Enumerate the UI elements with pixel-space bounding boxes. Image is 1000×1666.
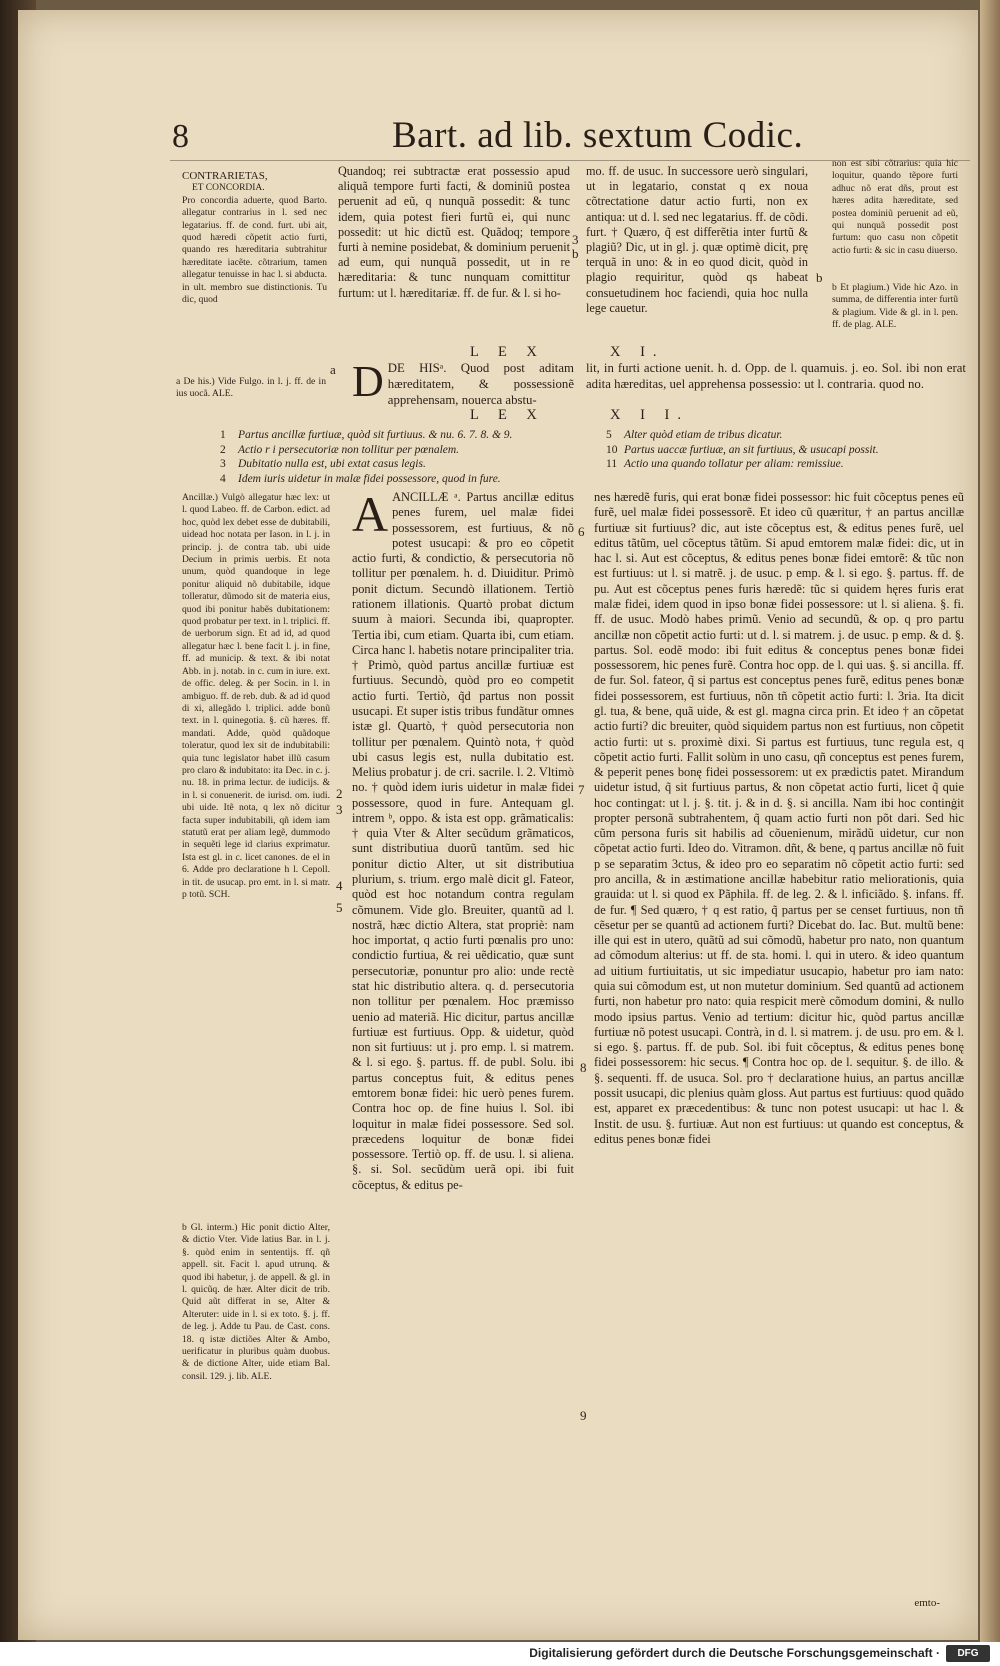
margin-note-concordia: Pro concordia aduerte, quod Barto. allegatur contrarius in l. sed nec legatarius. ff. de cond. furt. ubi ait, quod hæredi cõpetit actio furti, quando res hæreditaria subtrahitur hæreditate iacẽte. cõtrarium, tamen allegatur tenuisse in hac l. si abducta. in ult. membro sue distinctionis. Tu dic, quod <box>182 194 327 306</box>
margin-number: 2 <box>336 786 343 801</box>
summary-item: 2 Actio r i persecutoriæ non tollitur per pœnalem. <box>220 443 460 456</box>
margin-letter: b <box>572 246 579 261</box>
summary-item: 5 Alter quòd etiam de tribus dicatur. <box>606 429 783 441</box>
margin-number: 9 <box>580 1408 587 1423</box>
lex-11-continuation: lit, in furti actione uenit. h. d. Opp. de l. quamuis. j. eo. Sol. ibi non erat adita hæreditas, uel apprehensa possessio: ut l. contraria. quod no. <box>586 361 966 391</box>
running-title: Bart. ad lib. sextum Codic. <box>392 115 804 156</box>
margin-number: 7 <box>578 782 585 797</box>
lex-numeral-12: X I I. <box>610 407 690 423</box>
lex-numeral-11: X I. <box>610 344 665 360</box>
dropcap-d: D <box>352 357 384 406</box>
lex-11-body: ᵃ. Quod post aditam hæreditatem, & possessionẽ apprehensam, nouerca abstu- <box>387 361 574 407</box>
right-margin-plagium: b Et plagium.) Vide hic Azo. in summa, de differentia inter furtũ & plagium. Vide & gl. in l. pen. ff. de plag. ALE. <box>832 282 958 331</box>
dropcap-a: A <box>352 486 389 542</box>
column-2-main: nes hæredẽ furis, qui erat bonæ fidei possessor: hic fuit cõceptus penes eũ furẽ, uel malæ fidei possessorẽ. Et ideo cũ quæritur, † an partus ancillæ furtiuæ sit furtiuus? dic, aut iste cõceptus est, & editus penes furẽ, uel editus tãtũm, uel cõceptus tãtũm. Si apud emtorem malæ fidei: dic, ut in hac l. si. Aut est cõceptus, & editus penes bonæ fidei emtorẽ: & tũc non est furtiuus: ut l. si matrẽ. j. de usuc. p emp. & l. si ego. §. partus. ff. de pu. Aut est cõceptus penes furis hæredẽ: tũc si quidem hęres furis erat malæ fidei, idem quod in ipso bonæ fidei possessore: ut l. si aliena. §. fi. ff. de usuc. Modò habes primũ. Venio ad secundũ, & op. q pro partu ancillæ non cõpetit actio furti: ut d. l. si matrem. j. de usuc. p emp. & d. §. partus. Sol. eodẽ modo: ibi fuit editus & conceptus penes bonæ fidei possessorem, hic penes furẽ. Contra hoc opp. de l. qui uas. §. si ancilla. ff. de fur. Sol. fateor, q̃ si partus est conceptus penes furẽ, editus penes bonæ fidei possessorem, est furtiuus, nõn tñ cõpetit actio furti: l. 3ria. Ita dicit gl. tua, & bene, quã uide, & est gl. magna circa prin. Et ideo † an cõpetat actio furti? dic breuiter, quòd siquidem partus non est furtiuus, non cõpetit actio furti: ut s. proximè dixi. Si partus est furtiuus, tunc regula est, q cõpetit actio furti. Fallit solùm in uno casu, qñ conceptus est penes furem, & peperit penes bonę fidei possessorem: ut ex prædictis patet. Mirandum uidetur istud, q̃ sit furtiuus partus, & non cõpetat actio furti, licet q̃ quie hoc contingat: ut l. j. §. tit. j. & in d. §. si ancilla. Nam ibi hoc continġit propter personã subtrahentem, q̃ quam actio furti non põt dari. Sed hic cũm persona furis sit habilis ad cõuenienum, mirãdũ uidetur, cur non cõpetat actio furti. Ideo do. Vitramon. dñt, & bene, q partus ancillæ nõ fuit p se separatim 3ctus, & ideo pro eo separatim nõ cõpetit actio furti: sed pro ancilla, & in æstimatione ancillæ habebitur ratio meliorationis, quia grauida: ut l. si quod ex Pãphila. ff. de leg. 2. & l. inficiãdo. §. infans. ff. de fur. ¶ Sed quæro, † q est ratio, q̃ partus per se censet furtiuus, non tñ cẽsetur per se quantũ ad actionem furti? Dicebat do. Iac. But. multũ bene: ille qui est in utero, quãtũ ad sui cõmodũ, habetur pro nato, non quantum ad cõmodum alterius: ut ff. de sta. homi. l. qui in utero. & ideo quantum ad uitium furtiuitatis, ut sic impediatur usucapio, habetur pro iam nato: quia sui cõmodum est, ut non mutetur dominium. Sed quantũ ad actionem furti, non habetur pro nato: quia respicit merè cõmodum domini, & nullo modo ipsius partus. Venio ad tertium: dicitur hic, quòd partus ancillæ furtiuæ nõ potest usucapi. Contrà, in d. l. si matrem. j. de usu. pro em. & l. si ego. §. partus. ff. de pub. Sol. ibi fuit cõceptus, & editus penes bonę fidei possessorem: hic secus. ¶ Contra hoc op. de l. sequitur. §. de illo. & §. sequenti. ff. de usuca. Sol. pro † declaratione huius, an partus ancillæ possit usucapi, dic plenius quàm gloss. Aut partus est furtiuus: quod quãdo est, apparet ex præcedentibus: & tunc non potest usucapi: ut hac l. & Instit. de usu. §. furtiuæ. Aut non est furtiuus: ut quando est conceptus, & editus penes bonæ fidei <box>594 490 964 1146</box>
margin-number: 3 <box>336 802 343 817</box>
lex-11-text <box>352 357 574 408</box>
summaries-left <box>220 428 590 486</box>
dfg-logo-icon: DFG <box>946 1645 990 1662</box>
summary-item: 3 Dubitatio nulla est, ubi extat casus legis. <box>220 458 426 471</box>
margin-note-b: b Gl. interm.) Hic ponit dictio Alter, & dictio Vter. Vide latius Bar. in l. j. §. quòd enim in sententijs. ff. qñ appell. sit. Facit l. apud utrunq. & quod ibi habetur, j. de appell. & gl. in l. quicũq. de hær. Alter dicit de trib. Quid aũt differat in se, Alter & Alteruter: uide in l. si ex toto. §. j. ff. de leg. j. Adde tu Pau. de Cast. cons. 18. q istæ dictiões Alter & Ambo, uerificatur in pluribus quàm duobus. & de dictione Alter, uide etiam Bal. consil. 129. j. lib. ALE. <box>182 1222 330 1382</box>
margin-number: 5 <box>336 900 343 915</box>
summary-item: 10 Partus uaccæ furtiuæ, an sit furtiuus, & usucapi possit. <box>606 443 879 456</box>
catchword: emto- <box>914 1597 940 1609</box>
margin-number: 8 <box>580 1060 587 1075</box>
margin-number: 4 <box>336 878 343 893</box>
page-edge <box>980 0 1000 1666</box>
margin-letter: b <box>816 270 823 285</box>
margin-heading-1: CONTRARIETAS, <box>182 170 268 182</box>
margin-number: 3 <box>572 232 579 247</box>
column-1-main <box>352 486 574 1193</box>
folio-number: 8 <box>172 118 189 155</box>
summary-item: 1 Partus ancillæ furtiuæ, quòd sit furtiuus. & nu. 6. 7. 8. & 9. <box>220 429 513 441</box>
summaries-right <box>606 428 966 472</box>
lex-11-incipit: DE HIS <box>387 361 440 375</box>
column-1-top: Quandoq; rei subtractæ erat possessio apud aliquã tempore furti facti, & dominiũ postea peruenit ad eũ, q nunquã possedit: & tunc idem, quia potest fieri furtũ ei, qui nunc possedit: ut hic dictũ est. Quãdoq; tempore furti à nemine posidebat, & dominium peruenit ad eum, qui nunquã possedit, ut in re hæreditaria: & tunc nunquam comittitur furtum: ut l. hæreditariæ. ff. de fur. & l. si ho- <box>338 164 570 300</box>
margin-note-ancilla: Ancillæ.) Vulgò allegatur hæc lex: ut l. quod Labeo. ff. de Carbon. edict. ad hoc, quòd lex debet esse de dubitabili, uidead hoc notata per Iason. in l. j. in princip. j. de contra tab. ubi uide Decium in primis uerbis. Et nota unum, quòd quandoque in lege ponitur aliquid nõ dubitabile, idque tolleratur, dũmodo sit de materia eius, quod ibi ponitur habẽs dubitationem: quod probatur per text. in l. triplici. ff. de uerborum sign. Et ad id, ad quod allegatur hæc l. bene facit l. j. in fine, ff. ad municip. & text. & ibi notat Abb. in j. notab. in c. cum in iure. ext. de offic. deleg. & per Socin. in l. in ambiguo. ff. de reb. dub. & ad id quod di xi, allegãdo l. triplici. adde bonũ text. in l. quinegotia. §. cũ hæres. ff. mandati. Adde, quòd quãdoque toleratur, quod lex sit de indubitabili: quia tunc legislator habet illũ casum pro claro & indubitato: ita Dec. in c. j. nu. 18. in prima lectur. de iudicijs. & in l. si conuenerit. de iurisd. om. iudi. ubi uide. Itẽ nota, q lex nõ dicitur facta super indubitabili, qñ idem iam statutũ erat per aliam legẽ, dummodo in sequẽti lege id clarius exprimatur. Ista est gl. in c. licet canones. de el in 6. Adde pro declaratione h l. Cepoll. in tit. de usucap. pro emt. in l. si matr. p totũ. SCH. <box>182 492 330 900</box>
left-margin-top <box>182 170 327 306</box>
column-2-top: mo. ff. de usuc. In successore uerò singulari, ut in legatario, constat q ex noua cõtrectatione datur actio furti, non ex antiqua: ut d. l. sed nec legatarius. ff. de cõdi. furt. † Quæro, q̃ est differẽtia inter furtũ & plagiũ? Dic, ut in gl. j. quæ optimè dicit, prę terquã in uno: & in eo quod dicit, quòd in plagio requiritur, quòd qs habeat consuetudinem hoc faciendi, quia hoc nulla lege cauetur. <box>586 164 808 315</box>
lex-label-2: L E X <box>470 407 545 423</box>
margin-letter: a <box>330 362 336 377</box>
margin-note-a: a De his.) Vide Fulgo. in l. j. ff. de in ius uocã. ALE. <box>176 376 326 400</box>
summary-item: 4 Idem iuris uidetur in malæ fidei possessore, quod in fure. <box>220 472 501 485</box>
footer-funding-text: Digitalisierung gefördert durch die Deutsche Forschungsgemeinschaft · <box>529 1646 940 1660</box>
summary-item: 11 Actio una quando tollatur per aliam: remissiue. <box>606 458 844 471</box>
margin-number: 6 <box>578 524 585 539</box>
column-1-text: ANCILLÆ ᵃ. Partus ancillæ editus penes furem, uel malæ fidei possessorem, est furtiuus, & nõ potest usucapi: & pro eo cõpetit actio furti, & condictio, & persecutoria nõ tollitur per pœnalem. h. d. Diuiditur. Primò ponit dictum. Secundò illationem. Tertiò rationem illationis. Quartò probat dictum suum à maiori. Secunda ibi, quapropter. Tertia ibi, cum etiam. Quarta ibi, cum etiam. Circa hanc l. habetis notare principaliter tria. † Primò, quòd partus ancillæ furtiuæ est furtiuus. Secundò, quòd pro eo competit actio furti. Tertiò, q̃d partus non possit usucapi. Et super istis tribus fundãtur omnes istæ gl. Quartò, † quòd persecutoria non tollitur per pœnalem. Quintò nota, † quòd ubi casus legis est, nulla dubitatio est. Melius probatur j. de cri. sacrile. l. 2. Vltimò no. † quòd idem iuris uidetur in malæ fidei possessore, quod in fure. Antequam gl. intrem ᵇ, oppo. & ista est opp. grãmaticalis: † quia Vter & Alter secũdum grãmaticos, sunt distributiua duorũ tantũm. sed hic ponitur dictio Alter, ut sit distributiua plurium, s. trium. ergo malè dicit gl. Fateor, quòd est hoc notandum contra regulam cõmunem. Vide glo. Breuiter, quantũ ad l. nostrã, hæc dictio Altera, stat propriè: nam hoc importat, q actio furti pœnalis pro uno: condictio furtiua, & rei uẽdicatio, quæ sunt persecutoriæ, ponuntur pro alio: unde rectè stat hic distributio altera. q. d. persecutoria non tollitur per pœnalem. Hoc præmisso uenio ad materiã. Hic dicitur, partus ancillæ furtiuæ est furtiuus. Opp. & uidetur, quòd non sit furtiuus: ut j. pro emp. l. si matrem. & l. si ego. §. partus. ff. de publ. Solu. ibi partus conceptus fuit, & editus penes emtorem bonæ fidei: hic uerò penes furem. Contra hoc op. de fine huius l. Sol. ibi loquitur in malæ fidei possessore. Sed sol. præcedens loquitur de bonæ fidei possessore. Tertiò op. ff. de usu. l. si aliena. §. si. Sol. secũdùm uerã opi. ibi fuit cõceptus, & editus pe- <box>352 490 574 1192</box>
right-margin-top: non est sibi cõtrarius: quia hic loquitur, quando tẽpore furti adhuc nõ erat dñs, prout est hæres adita hæreditate, sed postea dominiũ peruenit ad eũ, qui nunquã possedit post furtum: quo casu non cõpetit actio furti: & sic in casu diuerso. <box>832 158 958 256</box>
margin-heading-2: ET CONCORDIA. <box>192 183 265 194</box>
lex-label-1: L E X <box>470 344 545 360</box>
